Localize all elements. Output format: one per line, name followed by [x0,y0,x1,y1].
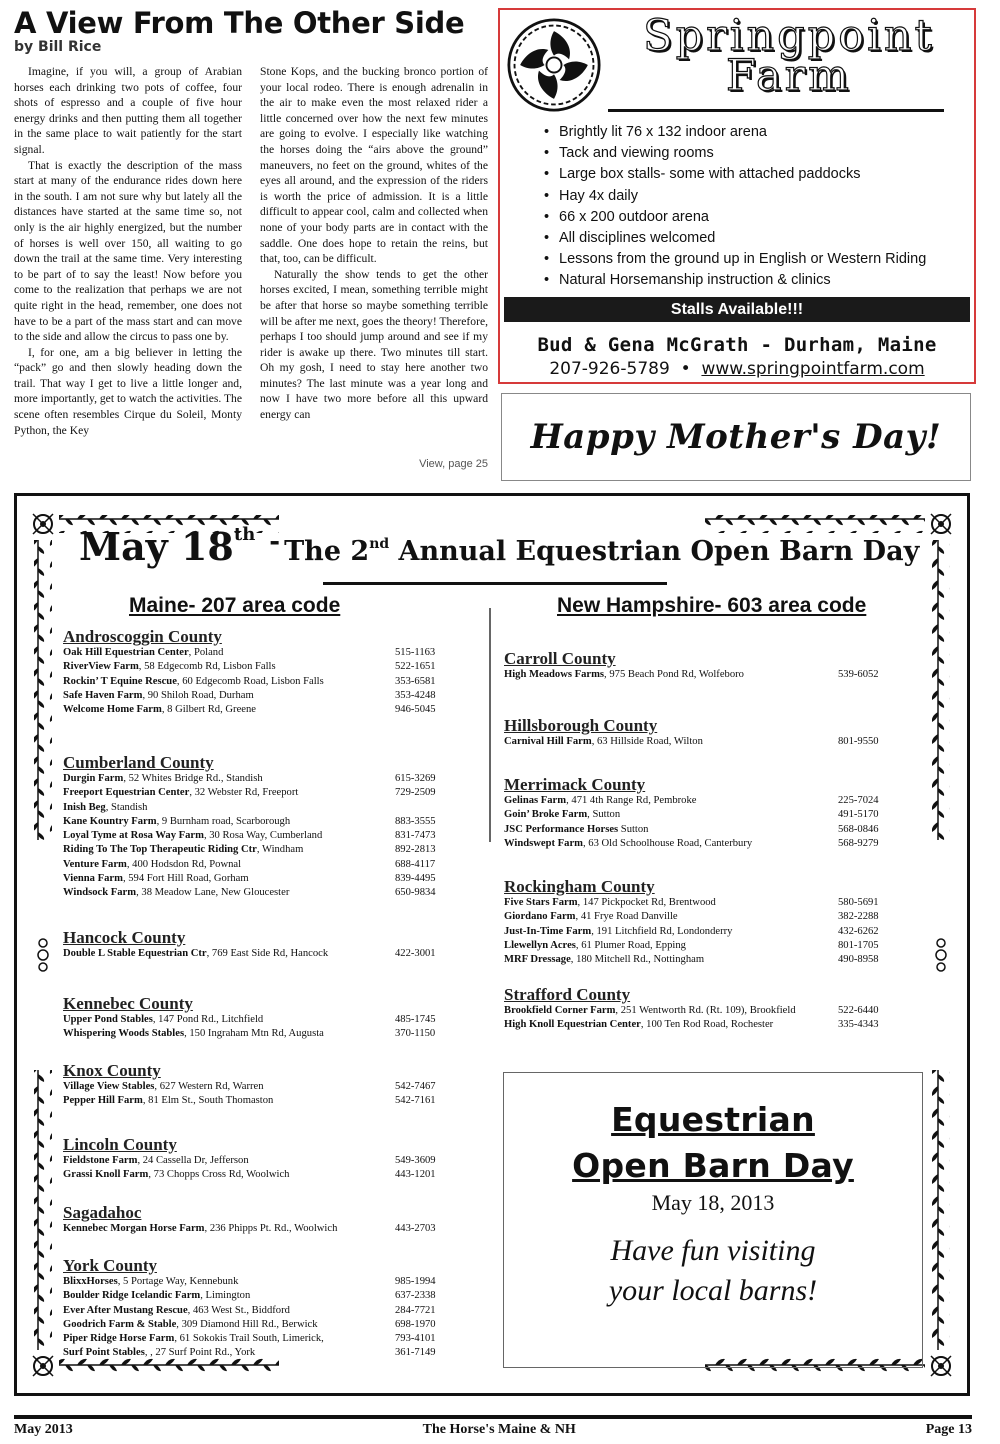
farm-entry [504,668,838,682]
promo-title-line-1: Equestrian [611,1100,815,1139]
open-barn-day-section [14,493,970,1396]
farm-row [504,953,884,967]
farm-row [63,1168,443,1182]
farm-entry [63,1304,395,1318]
farm-phone: 542-7161 [395,1095,436,1107]
promo-title-line-2: Open Barn Day [572,1146,854,1185]
county-block [63,1204,443,1236]
farm-row [63,843,443,857]
farm-address: , 9 Burnham road, Scarborough [156,815,291,827]
promo-box [503,1072,923,1368]
farm-address: , 400 Hodsdon Rd, Pownal [126,858,242,870]
feature-item: • Large box stalls- some with attached paddocks [544,164,926,185]
farm-address: , 5 Portage Way, Kennebunk [117,1276,239,1287]
farm-phone: 549-3609 [395,1155,436,1166]
farm-address: , 73 Chopps Cross Rd, Woolwich [148,1169,290,1181]
farm-address: , 594 Fort Hill Road, Gorham [122,873,249,885]
farm-row [504,808,884,822]
farm-name: Ever After Mustang Rescue [63,1304,188,1316]
farm-name: Kane Kountry Farm [63,815,157,827]
farm-row [63,1222,443,1236]
title-underline [323,582,667,585]
farm-phone: 432-6262 [838,925,879,937]
county-block [63,754,443,901]
farm-address: , 38 Meadow Lane, New Gloucester [136,887,290,899]
celtic-horse-logo-icon [507,18,601,112]
nh-heading: New Hampshire- 603 area code [557,594,867,617]
farm-name: Goin’ Broke Farm [504,809,588,821]
farm-name: Welcome Home Farm [63,704,162,716]
farm-phone: 515-1163 [395,647,436,658]
article-paragraph: I, for one, am a big believer in letting the “pack” go and then slowly heading down the trail. That way I get to live a little longer and, more importantly, get to watch the activities. The scene often resembles Cirque du Soleil, Monty Python, the Key [14,345,242,437]
farm-entry [63,829,395,843]
farm-row [63,858,443,872]
contact-line [504,359,970,379]
farm-address: , 769 East Side Rd, Hancock [206,948,329,959]
title-dash: - [269,527,281,557]
farm-entry [504,808,838,822]
farm-name: Rockin’ T Equine Rescue [63,675,177,687]
separator-dot: • [680,359,691,379]
maine-heading: Maine- 207 area code [129,594,341,617]
farm-name: Fieldstone Farm [63,1155,138,1166]
farm-row [63,772,443,786]
farm-row [63,829,443,843]
farm-entry [63,675,395,689]
farm-address: , Limington [200,1290,251,1302]
farm-entry [63,1346,395,1360]
farm-phone: 443-2703 [395,1223,436,1234]
farm-entry [63,1027,395,1041]
farm-address: , 24 Cassella Dr, Jefferson [137,1155,249,1166]
farm-name: RiverView Farm [63,661,139,673]
farm-entry [63,858,395,872]
farm-phone: 839-4495 [395,873,436,885]
farm-address: , 63 Hillside Road, Wilton [591,736,703,747]
farm-phone: 422-3001 [395,948,436,959]
county-block [63,628,443,717]
farm-phone: 650-9834 [395,887,436,899]
corner-ornament-icon [33,514,53,534]
mothers-day-box [501,393,971,481]
barn-day-title [79,524,929,569]
farm-entry [63,872,395,886]
farm-address: , 471 4th Range Rd, Pembroke [566,795,697,806]
farm-row [63,660,443,674]
farm-phone: 729-2509 [395,787,436,799]
farm-entry [504,939,838,953]
farm-row [63,786,443,800]
farm-phone: 801-1705 [838,939,879,951]
column-divider [489,608,491,842]
feature-item: • Brightly lit 76 x 132 indoor arena [544,122,926,143]
farm-entry [63,1154,395,1168]
farm-phone: 361-7149 [395,1347,436,1359]
farm-entry [63,786,395,800]
farm-phone: 883-3555 [395,815,436,827]
farm-row [504,910,884,924]
county-name: Lincoln County [63,1135,177,1154]
website-link[interactable]: www.springpointfarm.com [701,359,925,379]
farm-phone: 831-7473 [395,830,436,842]
farm-name: High Meadows Farms [504,669,605,680]
farm-address: , 41 Frye Road Danville [575,911,678,923]
county-block [63,995,443,1042]
farm-entry [63,801,395,815]
farm-address: , 63 Old Schoolhouse Road, Canterbury [582,837,753,849]
farm-name: Giordano Farm [504,911,576,923]
county-name: Rockingham County [504,877,655,896]
farm-name: BlixxHorses [63,1276,118,1287]
county-name: Hancock County [63,928,186,947]
farm-address: , 627 Western Rd, Warren [154,1081,264,1092]
farm-phone: 353-6581 [395,675,436,687]
farm-row [63,703,443,717]
farm-entry [504,925,838,939]
farm-row [63,1080,443,1094]
brand-line-2: Farm [726,51,852,101]
farm-phone: 698-1970 [395,1318,436,1330]
farm-address: , 147 Pond Rd., Litchfield [152,1014,264,1025]
county-name: Androscoggin County [63,627,222,646]
corner-ornament-icon [33,1356,53,1376]
farm-row [504,939,884,953]
farm-entry [63,815,395,829]
farm-row [504,823,884,837]
farm-phone: 542-7467 [395,1081,436,1092]
farm-address: , 191 Litchfield Rd, Londonderry [591,925,733,937]
farm-address: , 81 Elm St., South Thomaston [142,1095,274,1107]
farm-phone [395,801,443,815]
farm-address: , 61 Sokokis Trail South, Limerick, [174,1333,324,1345]
promo-date: May 18, 2013 [651,1190,775,1215]
farm-entry [63,689,395,703]
county-name: Sagadahoc [63,1203,142,1222]
county-block [504,878,884,967]
county-name: Merrimack County [504,775,646,794]
farm-entry [504,896,838,910]
farm-address: , 60 Edgecomb Road, Lisbon Falls [176,675,324,687]
farm-name: Venture Farm [63,858,127,870]
farm-address: , 251 Wentworth Rd. (Rt. 109), Brookfield [615,1005,796,1016]
farm-name: Goodrich Farm & Stable [63,1318,177,1330]
title-part: Annual Equestrian Open Barn Day [389,536,920,567]
promo-tagline-1: Have fun visiting [610,1234,816,1267]
contact-names: Bud & Gena McGrath - Durham, Maine [537,334,937,356]
farm-address: , 61 Plumer Road, Epping [575,939,686,951]
county-name: Hillsborough County [504,716,658,735]
footer-date: May 2013 [14,1422,73,1437]
county-name: Strafford County [504,985,631,1004]
county-block [504,650,884,682]
farm-row [504,925,884,939]
farm-name: Gelinas Farm [504,795,567,806]
county-block [63,1062,443,1109]
feature-item: • Tack and viewing rooms [544,143,926,164]
farm-entry [63,886,395,900]
farm-entry [504,735,838,749]
farm-phone: 491-5170 [838,809,879,821]
farm-phone: 615-3269 [395,773,436,784]
farm-phone: 568-0846 [838,823,879,835]
farm-row [63,801,443,815]
farm-entry [63,1222,395,1236]
farm-phone: 985-1994 [395,1276,436,1287]
continued-link[interactable]: View, page 25 [419,458,488,470]
farm-entry [63,1275,395,1289]
farm-address: , 236 Phipps Pt. Rd., Woolwich [204,1223,338,1234]
springpoint-farm-ad [498,8,976,384]
corner-ornament-icon [931,514,951,534]
farm-address: , 8 Gilbert Rd, Greene [161,704,256,716]
farm-phone: 284-7721 [395,1304,436,1316]
farm-name: Double L Stable Equestrian Ctr [63,948,207,959]
farm-entry [504,823,838,837]
feature-item: • All disciplines welcomed [544,228,926,249]
farm-address: , 975 Beach Pond Rd, Wolfeboro [604,669,744,680]
farm-phone: 382-2288 [838,911,879,923]
farm-phone: 443-1201 [395,1169,436,1181]
divider [608,109,944,112]
brand-line-1: Springpoint [643,11,935,61]
farm-phone: 580-5691 [838,897,879,908]
county-block [504,776,884,851]
county-name: York County [63,1256,157,1275]
farm-row [63,886,443,900]
farm-row [63,646,443,660]
farm-phone: 335-4343 [838,1019,879,1031]
article-paragraph: Imagine, if you will, a group of Arabian horses each drinking two pots of coffee, four shots of espresso and a couple of five hour energy drinks and then putting them all together in the same place to wait patiently for the start signal. [14,65,242,156]
mothers-day-text: Happy Mother's Day! [530,417,942,457]
farm-name: Pepper Hill Farm [63,1095,143,1107]
article-paragraph: Stone Kops, and the bucking bronco portion of your local rodeo. There is enough adrenalin in the air to make even the most relaxed rider a little concerned over how the next few minutes are going to evolve. I especially like watching the horses doing the “airs above the ground” maneuvers, no feet on the ground, whites of the eyes all around, and the expression of the riders is worth the price of admission. It is a little difficult to appear cool, calm and collected when none of your body parts are in contact with the saddle. One does hope to retain the reins, but that, too, can be difficult. [260,65,488,266]
farm-entry [63,947,395,961]
farm-phone: 568-9279 [838,837,879,849]
farm-row [504,735,884,749]
feature-item: • 66 x 200 outdoor arena [544,207,926,228]
farm-name: Loyal Tyme at Rosa Way Farm [63,830,204,842]
farm-name: Surf Point Stables [63,1347,145,1359]
farm-name: Boulder Ridge Icelandic Farm [63,1290,201,1302]
farm-name: Windsock Farm [63,887,137,899]
county-name: Knox County [63,1061,161,1080]
farm-phone: 522-1651 [395,661,436,673]
farm-name: Carnival Hill Farm [504,736,592,747]
farm-name: Vienna Farm [63,873,123,885]
farm-address: , 30 Rosa Way, Cumberland [203,830,323,842]
farm-address: , 32 Webster Rd, Freeport [189,787,299,799]
feature-item: • Natural Horsemanship instruction & clinics [544,270,926,291]
farm-phone: 688-4117 [395,858,436,870]
footer-page-number: Page 13 [925,1422,972,1437]
county-name: Kennebec County [63,994,193,1013]
corner-ornament-icon [931,1356,951,1376]
farm-entry [63,646,395,660]
farm-row [63,1304,443,1318]
farm-address: , 100 Ten Rod Road, Rochester [640,1019,774,1031]
farm-phone: 946-5045 [395,704,436,716]
farm-name: Upper Pond Stables [63,1014,153,1025]
farm-row [504,1018,884,1032]
promo-tagline-2: your local barns! [608,1274,818,1307]
farm-row [63,872,443,886]
farm-row [63,815,443,829]
stalls-banner: Stalls Available!!! [504,297,970,322]
farm-name: High Knoll Equestrian Center [504,1019,641,1031]
farm-entry [504,837,838,851]
footer-rule [14,1415,972,1419]
farm-row [504,837,884,851]
farm-phone: 225-7024 [838,795,879,806]
title-part: The 2 [284,536,370,567]
farm-name: MRF Dressage [504,954,571,966]
feature-item: • Lessons from the ground up in English or Western Riding [544,249,926,270]
farm-name: Grassi Knoll Farm [63,1169,149,1181]
farm-phone: 485-1745 [395,1014,436,1025]
brand-name [608,11,970,101]
farm-name: Riding To The Top Therapeutic Riding Ctr [63,844,257,856]
farm-row [504,1004,884,1018]
farm-name: Oak Hill Equestrian Center [63,647,189,658]
farm-phone: 637-2338 [395,1290,436,1302]
farm-phone: 353-4248 [395,689,436,701]
farm-entry [63,772,395,786]
farm-row [63,675,443,689]
farm-phone: 793-4101 [395,1333,436,1345]
farm-entry [63,1080,395,1094]
farm-phone: 892-2813 [395,844,436,856]
farm-entry [63,1168,395,1182]
farm-phone: 370-1150 [395,1028,436,1040]
farm-phone: 522-6440 [838,1005,879,1016]
farm-row [63,1094,443,1108]
article-paragraph: That is exactly the description of the mass start at many of the endurance rides down here in the south. I am not sure why but lately all the distances have started at the same time so, not only is the air highly energized, but the number of horses is well over 150, all waiting to go down the trail at the same time. Very interesting to be part of to say the least! Now before you come to the realization that perhaps we are not quite right in the head, remember, one does not have to be a part of the mass start and can move to the side and allow the circus to pass one by. [14,158,242,344]
farm-address: , Windham [256,844,304,856]
farm-name: Freeport Equestrian Center [63,787,190,799]
county-block [504,986,884,1033]
farm-name: Llewellyn Acres [504,939,576,951]
farm-name: Windswept Farm [504,837,583,849]
article-column-1 [14,64,242,438]
farm-entry [63,703,395,717]
farm-row [504,668,884,682]
article [14,6,488,476]
farm-address: , 52 Whites Bridge Rd., Standish [123,773,263,784]
feature-list [544,122,926,292]
farm-address: , Poland [188,647,224,658]
farm-address: , 463 West St., Biddford [187,1304,290,1316]
farm-phone: 490-8958 [838,954,879,966]
farm-address: , Standish [105,801,148,813]
farm-row [63,1346,443,1360]
farm-entry [63,843,395,857]
county-block [63,1257,443,1361]
county-block [504,717,884,749]
farm-name: Inish Beg [63,801,106,813]
feature-item: • Hay 4x daily [544,186,926,207]
farm-address: , 58 Edgecomb Rd, Lisbon Falls [138,661,276,673]
county-name: Cumberland County [63,753,214,772]
farm-address: , 309 Diamond Hill Rd., Berwick [176,1318,318,1330]
farm-address: , 147 Pickpocket Rd, Brentwood [577,897,716,908]
farm-name: Durgin Farm [63,773,124,784]
farm-phone: 801-9550 [838,736,879,747]
phone-number[interactable]: 207-926-5789 [549,359,670,379]
farm-entry [63,1332,395,1346]
farm-name: Brookfield Corner Farm [504,1005,616,1016]
farm-row [63,1275,443,1289]
article-body [14,64,488,438]
farm-row [63,1289,443,1303]
title-date-suffix: th [233,524,256,545]
farm-phone: 539-6052 [838,669,879,680]
farm-name: Kennebec Morgan Horse Farm [63,1223,205,1234]
farm-address: , Sutton [587,809,621,821]
farm-entry [63,1289,395,1303]
farm-row [63,1027,443,1041]
farm-name: JSC Performance Horses [504,823,619,835]
farm-address: , , 27 Surf Point Rd., York [144,1347,256,1359]
article-column-2 [260,64,488,438]
farm-row [63,947,443,961]
farm-row [63,1332,443,1346]
article-paragraph: Naturally the show tends to get the other horses excited, I mean, something terrible might be after that horse so maybe something terrible will be after me next, goes the theory! Therefore, perhaps I too should jump around and see if my rider is awake up there. Two minutes till start. Oh my gosh, I need to stay here another two minutes? The last minute was a year long and now I have two more before all this upward energy can [260,267,488,422]
farm-entry [63,660,395,674]
county-name: Carroll County [504,649,616,668]
farm-row [63,1154,443,1168]
farm-row [504,896,884,910]
farm-name: Five Stars Farm [504,897,578,908]
farm-row [63,1318,443,1332]
farm-address: , 180 Mitchell Rd., Nottingham [570,954,705,966]
farm-name: Safe Haven Farm [63,689,143,701]
county-block [63,1136,443,1183]
farm-name: Village View Stables [63,1081,155,1092]
farm-entry [63,1013,395,1027]
farm-name: Just-In-Time Farm [504,925,592,937]
farm-entry [504,910,838,924]
farm-entry [504,1004,838,1018]
farm-entry [504,953,838,967]
farm-row [63,1013,443,1027]
farm-entry [504,794,838,808]
county-block [63,929,443,961]
title-ordinal-suffix: nd [369,536,390,552]
farm-entry [63,1318,395,1332]
farm-entry [63,1094,395,1108]
farm-name: Piper Ridge Horse Farm [63,1333,175,1345]
footer-publication: The Horse's Maine & NH [422,1422,576,1437]
farm-address: , 90 Shiloh Road, Durham [142,689,254,701]
article-title: A View From The Other Side [14,6,465,40]
page-footer [14,1422,972,1438]
farm-row [504,794,884,808]
farm-name: Whispering Woods Stables [63,1028,185,1040]
farm-address: , 150 Ingraham Mtn Rd, Augusta [184,1028,324,1040]
farm-address: Sutton [618,823,649,835]
title-date: May 18 [79,524,234,569]
article-byline: by Bill Rice [14,39,102,55]
farm-row [63,689,443,703]
farm-entry [504,1018,838,1032]
